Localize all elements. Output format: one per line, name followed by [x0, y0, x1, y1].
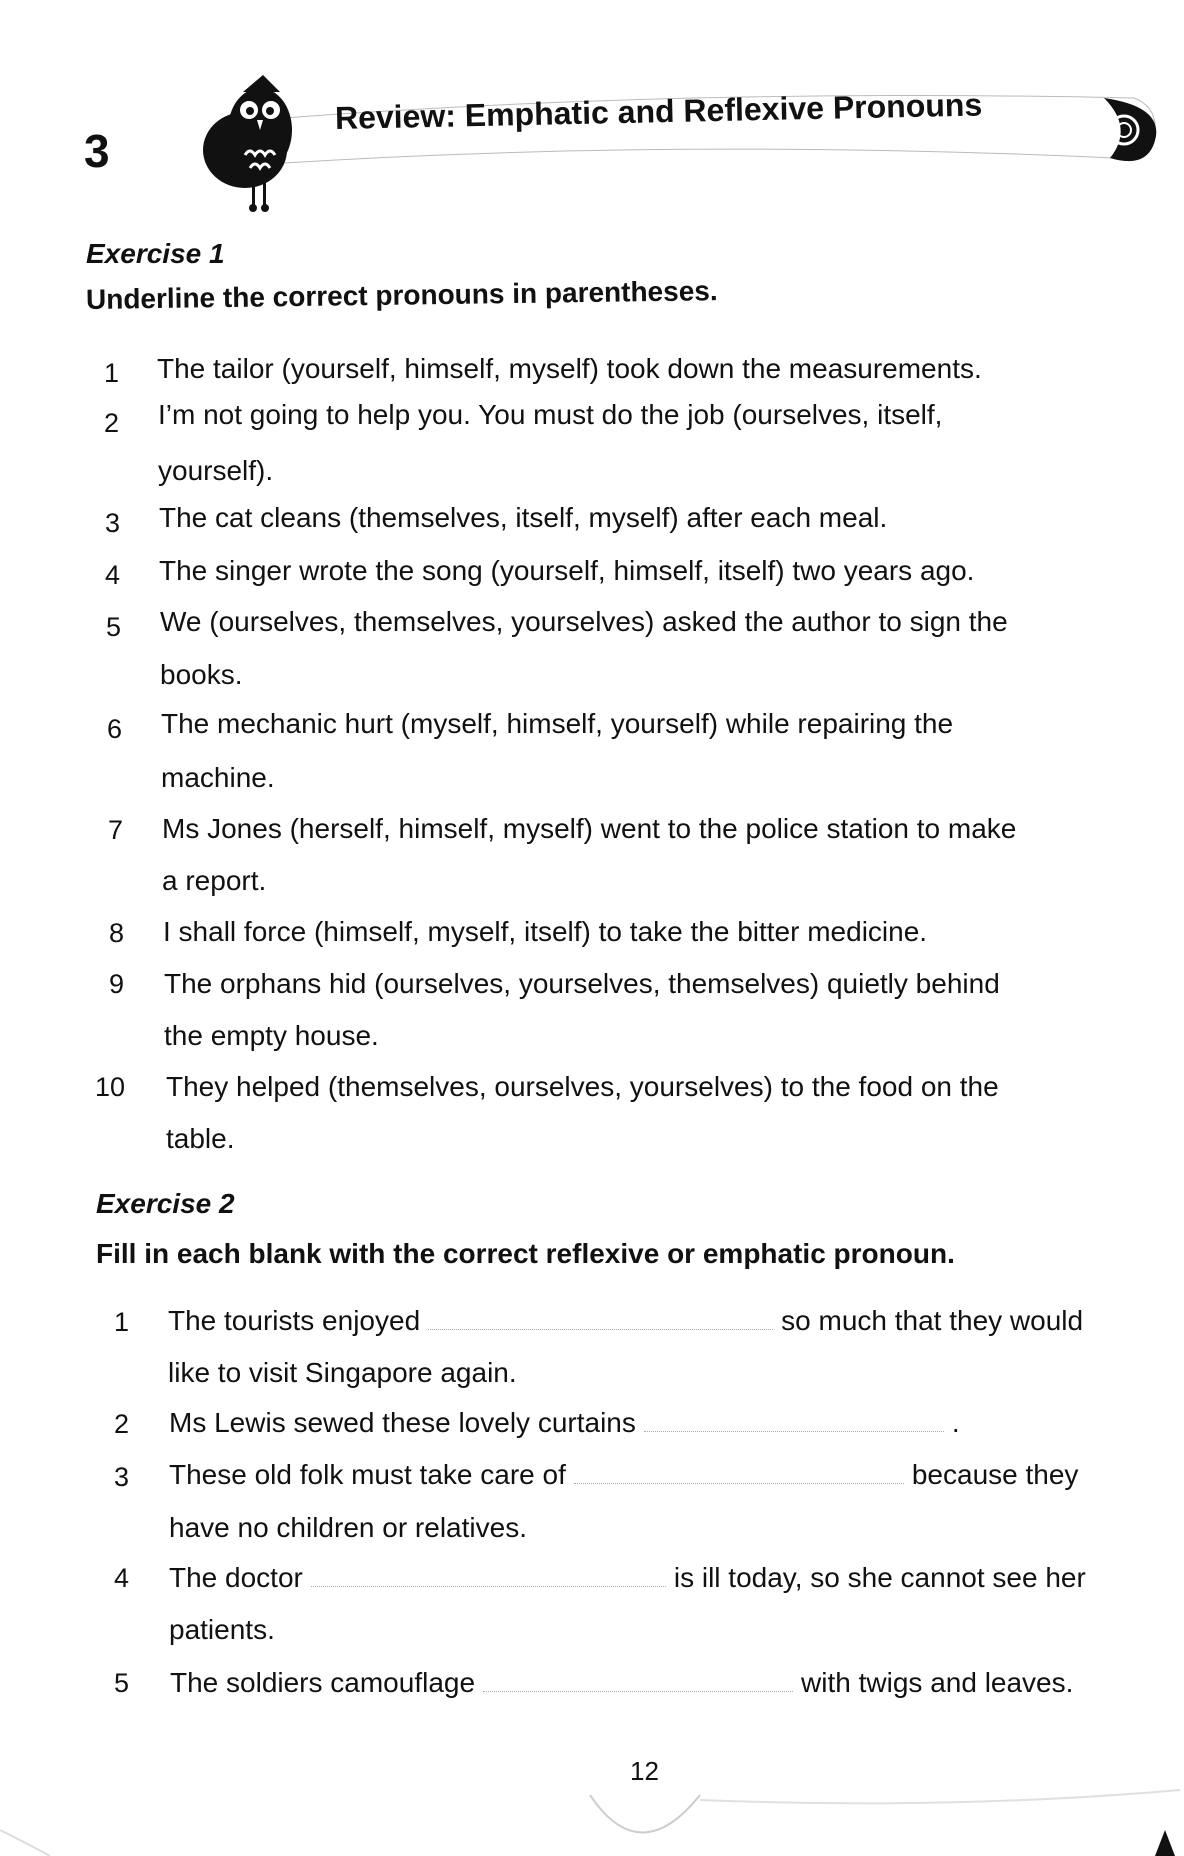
- item-number: 4: [114, 1563, 130, 1593]
- list-item: [170, 1666, 1073, 1700]
- answer-blank[interactable]: [644, 1407, 944, 1432]
- footer-decoration: [0, 1770, 1184, 1856]
- item-number: 3: [105, 508, 121, 538]
- list-item-continued: the empty house.: [164, 1020, 379, 1051]
- page-title: Review: Emphatic and Reflexive Pronouns: [334, 86, 983, 136]
- item-number: 6: [107, 714, 123, 744]
- item-text-after: so much that they would: [781, 1305, 1084, 1336]
- list-item: [169, 1561, 1086, 1595]
- exercise-1-instruction: Underline the correct pronouns in parentheses.: [85, 275, 718, 315]
- list-item: The mechanic hurt (myself, himself, yourself) while repairing the: [161, 708, 954, 739]
- item-number: 2: [104, 408, 120, 438]
- list-item: [169, 1406, 960, 1440]
- answer-blank[interactable]: [483, 1667, 793, 1692]
- item-text-after: is ill today, so she cannot see her: [673, 1562, 1086, 1593]
- list-item-continued: have no children or relatives.: [169, 1512, 527, 1543]
- item-text-after: because they: [911, 1459, 1079, 1490]
- list-item: The orphans hid (ourselves, yourselves, themselves) quietly behind: [164, 968, 1000, 999]
- list-item-continued: patients.: [169, 1614, 275, 1645]
- list-item: Ms Jones (herself, himself, myself) went to the police station to make: [162, 813, 1017, 844]
- list-item: [169, 1458, 1078, 1492]
- item-number: 8: [109, 918, 125, 948]
- answer-blank[interactable]: [428, 1305, 773, 1330]
- item-number: 7: [108, 815, 124, 845]
- item-number: 2: [114, 1409, 130, 1439]
- item-number: 1: [114, 1307, 130, 1337]
- item-number: 4: [105, 560, 121, 590]
- page-number: 12: [630, 1756, 659, 1786]
- answer-blank[interactable]: [574, 1459, 904, 1484]
- item-text-after: .: [951, 1407, 960, 1438]
- list-item-continued: books.: [160, 659, 243, 690]
- item-text-before: The soldiers camouflage: [170, 1667, 476, 1698]
- list-item-continued: a report.: [162, 865, 267, 896]
- owl-mascot-icon: [195, 70, 320, 215]
- list-item: [168, 1304, 1083, 1338]
- exercise-2-heading: Exercise 2: [96, 1188, 235, 1219]
- list-item-continued: like to visit Singapore again.: [168, 1357, 517, 1388]
- list-item-continued: machine.: [161, 762, 275, 793]
- item-text-before: Ms Lewis sewed these lovely curtains: [169, 1407, 636, 1438]
- list-item: The tailor (yourself, himself, myself) took down the measurements.: [157, 353, 982, 384]
- item-number: 3: [114, 1462, 130, 1492]
- list-item: I shall force (himself, myself, itself) to take the bitter medicine.: [163, 916, 928, 947]
- list-item: They helped (themselves, ourselves, yourselves) to the food on the: [166, 1071, 999, 1102]
- list-item-continued: yourself).: [158, 455, 274, 486]
- exercise-1-heading: Exercise 1: [86, 238, 225, 269]
- item-text-before: The doctor: [169, 1562, 303, 1593]
- item-text-after: with twigs and leaves.: [801, 1667, 1074, 1698]
- list-item: I’m not going to help you. You must do the job (ourselves, itself,: [158, 399, 943, 430]
- list-item-continued: table.: [166, 1123, 235, 1154]
- unit-number: 3: [84, 125, 110, 177]
- exercise-2-instruction: Fill in each blank with the correct reflexive or emphatic pronoun.: [96, 1238, 955, 1269]
- item-number: 10: [95, 1072, 126, 1102]
- list-item: The singer wrote the song (yourself, himself, itself) two years ago.: [159, 555, 975, 586]
- item-number: 9: [109, 969, 125, 999]
- item-number: 5: [114, 1668, 130, 1698]
- item-number: 5: [106, 612, 122, 642]
- list-item: We (ourselves, themselves, yourselves) asked the author to sign the: [160, 606, 1008, 637]
- item-text-before: These old folk must take care of: [169, 1459, 566, 1490]
- item-number: 1: [104, 358, 120, 388]
- answer-blank[interactable]: [311, 1562, 666, 1587]
- item-text-before: The tourists enjoyed: [168, 1305, 421, 1336]
- list-item: The cat cleans (themselves, itself, myself) after each meal.: [159, 502, 888, 533]
